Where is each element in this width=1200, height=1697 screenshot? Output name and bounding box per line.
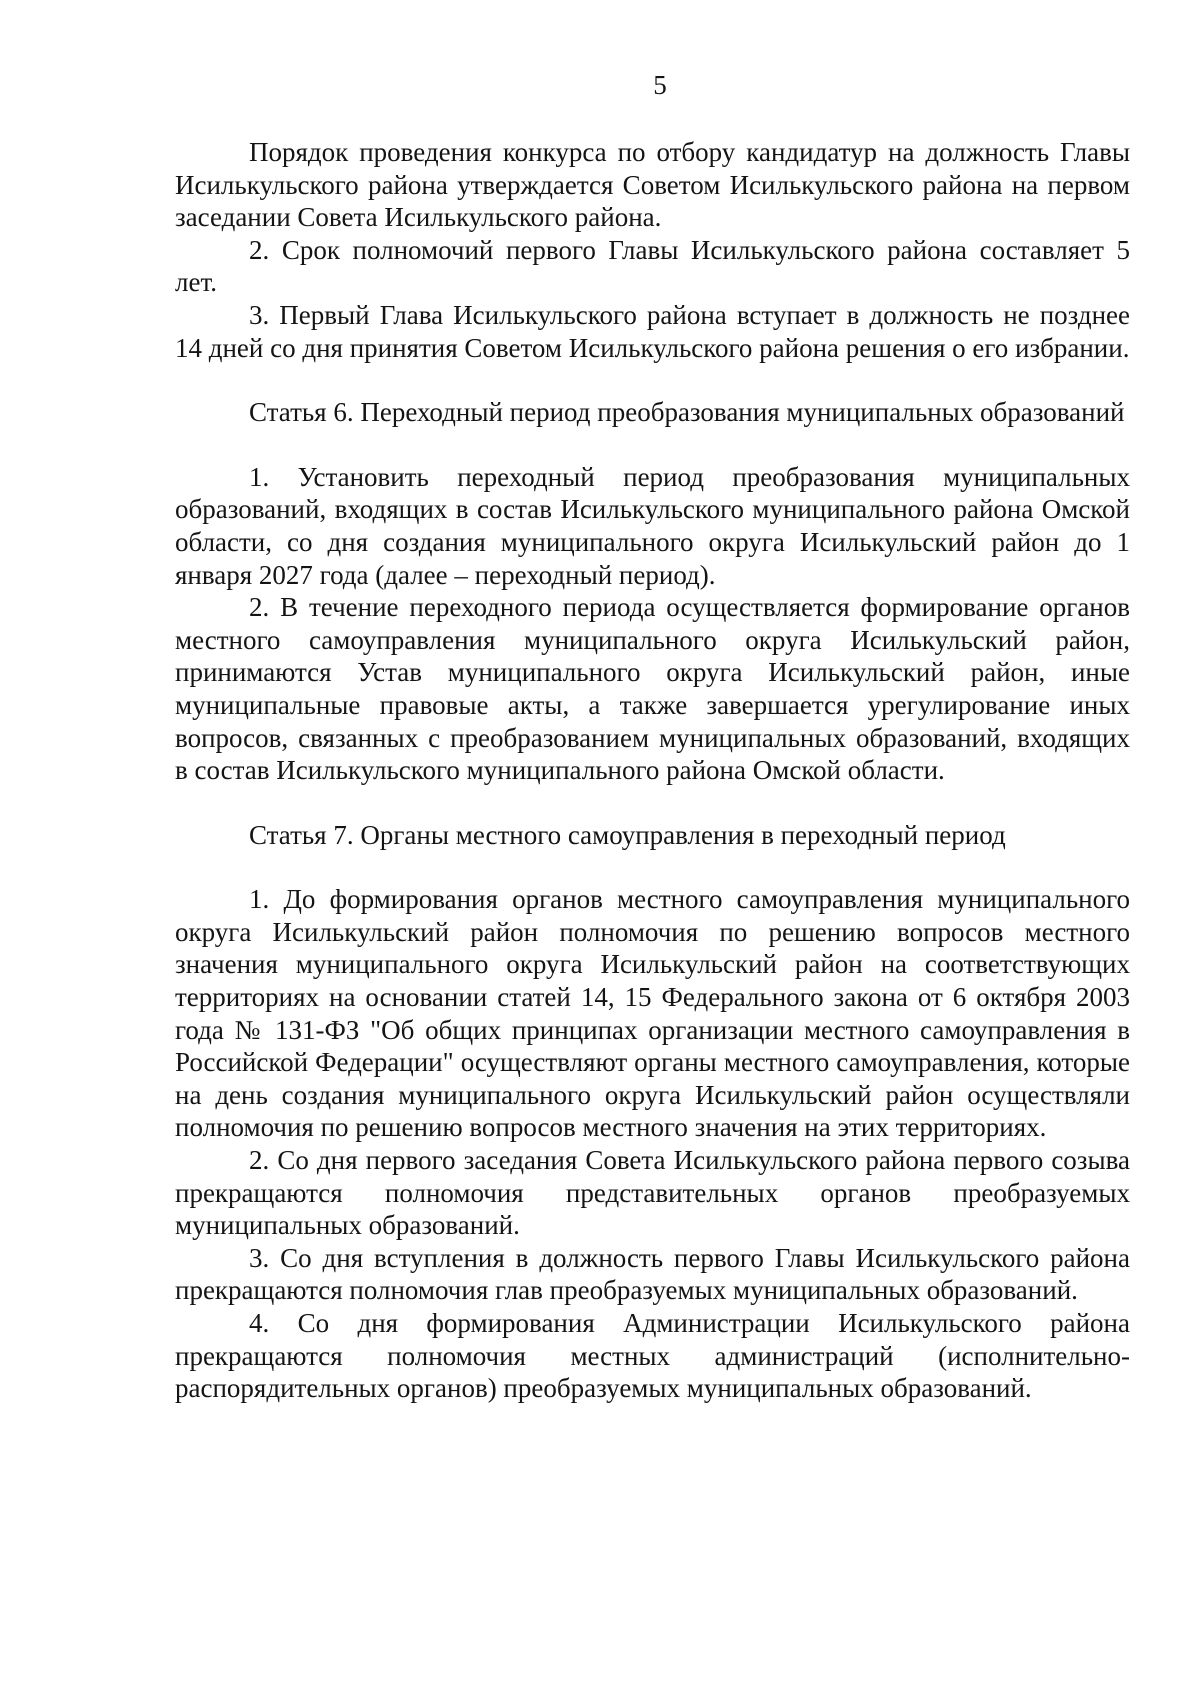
paragraph-article-6-item-2: 2. В течение переходного периода осуществляется формирование органов местного самоуправления муниципального округа Исилькульский район, принимаются Устав муниципального округа Исилькульский район, иные муниципальные правовые акты, а также завершается урегулирование иных вопросов, связанных с преобразованием муниципальных образований, входящих в состав Исилькульского муниципального района Омской области. — [175, 592, 1130, 786]
document-body — [175, 136, 1130, 1405]
paragraph-article-6-item-1: 1. Установить переходный период преобразования муниципальных образований, входящих в состав Исилькульского муниципального района Омской области, со дня создания муниципального округа Исилькульский район до 1 января 2027 года (далее – переходный период). — [175, 461, 1130, 590]
paragraph-term-of-office: 2. Срок полномочий первого Главы Исилькульского района составляет 5 лет. — [175, 234, 1130, 298]
article-6-heading: Статья 6. Переходный период преобразования муниципальных образований — [249, 397, 1125, 428]
paragraph-article-7-item-2: 2. Со дня первого заседания Совета Исилькульского района первого созыва прекращаются полномочия представительных органов преобразуемых муниципальных образований. — [175, 1145, 1130, 1241]
spacer — [175, 429, 1130, 461]
spacer — [175, 364, 1130, 396]
page-number: 5 — [653, 70, 667, 100]
paragraph-article-7-item-1: 1. До формирования органов местного самоуправления муниципального округа Исилькульский район полномочия по решению вопросов местного значения муниципального округа Исилькульский район на соответствующих территориях на основании статей 14, 15 Федерального закона от 6 октября 2003 года № 131-ФЗ "Об общих принципах организации местного самоуправления в Российской Федерации" осуществляют органы местного самоуправления, которые на день создания муниципального округа Исилькульский район осуществляли полномочия по решению вопросов местного значения на этих территориях. — [175, 884, 1130, 1143]
article-7-heading: Статья 7. Органы местного самоуправления в переходный период — [249, 819, 1006, 850]
spacer — [175, 787, 1130, 819]
paragraph-article-7-item-3: 3. Со дня вступления в должность первого Главы Исилькульского района прекращаются полномочия глав преобразуемых муниципальных образований. — [175, 1242, 1130, 1306]
paragraph-assumption-of-office: 3. Первый Глава Исилькульского района вступает в должность не позднее 14 дней со дня принятия Советом Исилькульского района решения о его избрании. — [175, 299, 1130, 363]
paragraph-article-7-item-4: 4. Со дня формирования Администрации Исилькульского района прекращаются полномочия местных администраций (исполнительно-распорядительных органов) преобразуемых муниципальных образований. — [175, 1308, 1130, 1404]
spacer — [175, 851, 1130, 883]
paragraph-contest-procedure: Порядок проведения конкурса по отбору кандидатур на должность Главы Исилькульского района утверждается Советом Исилькульского района на первом заседании Совета Исилькульского района. — [175, 137, 1130, 233]
